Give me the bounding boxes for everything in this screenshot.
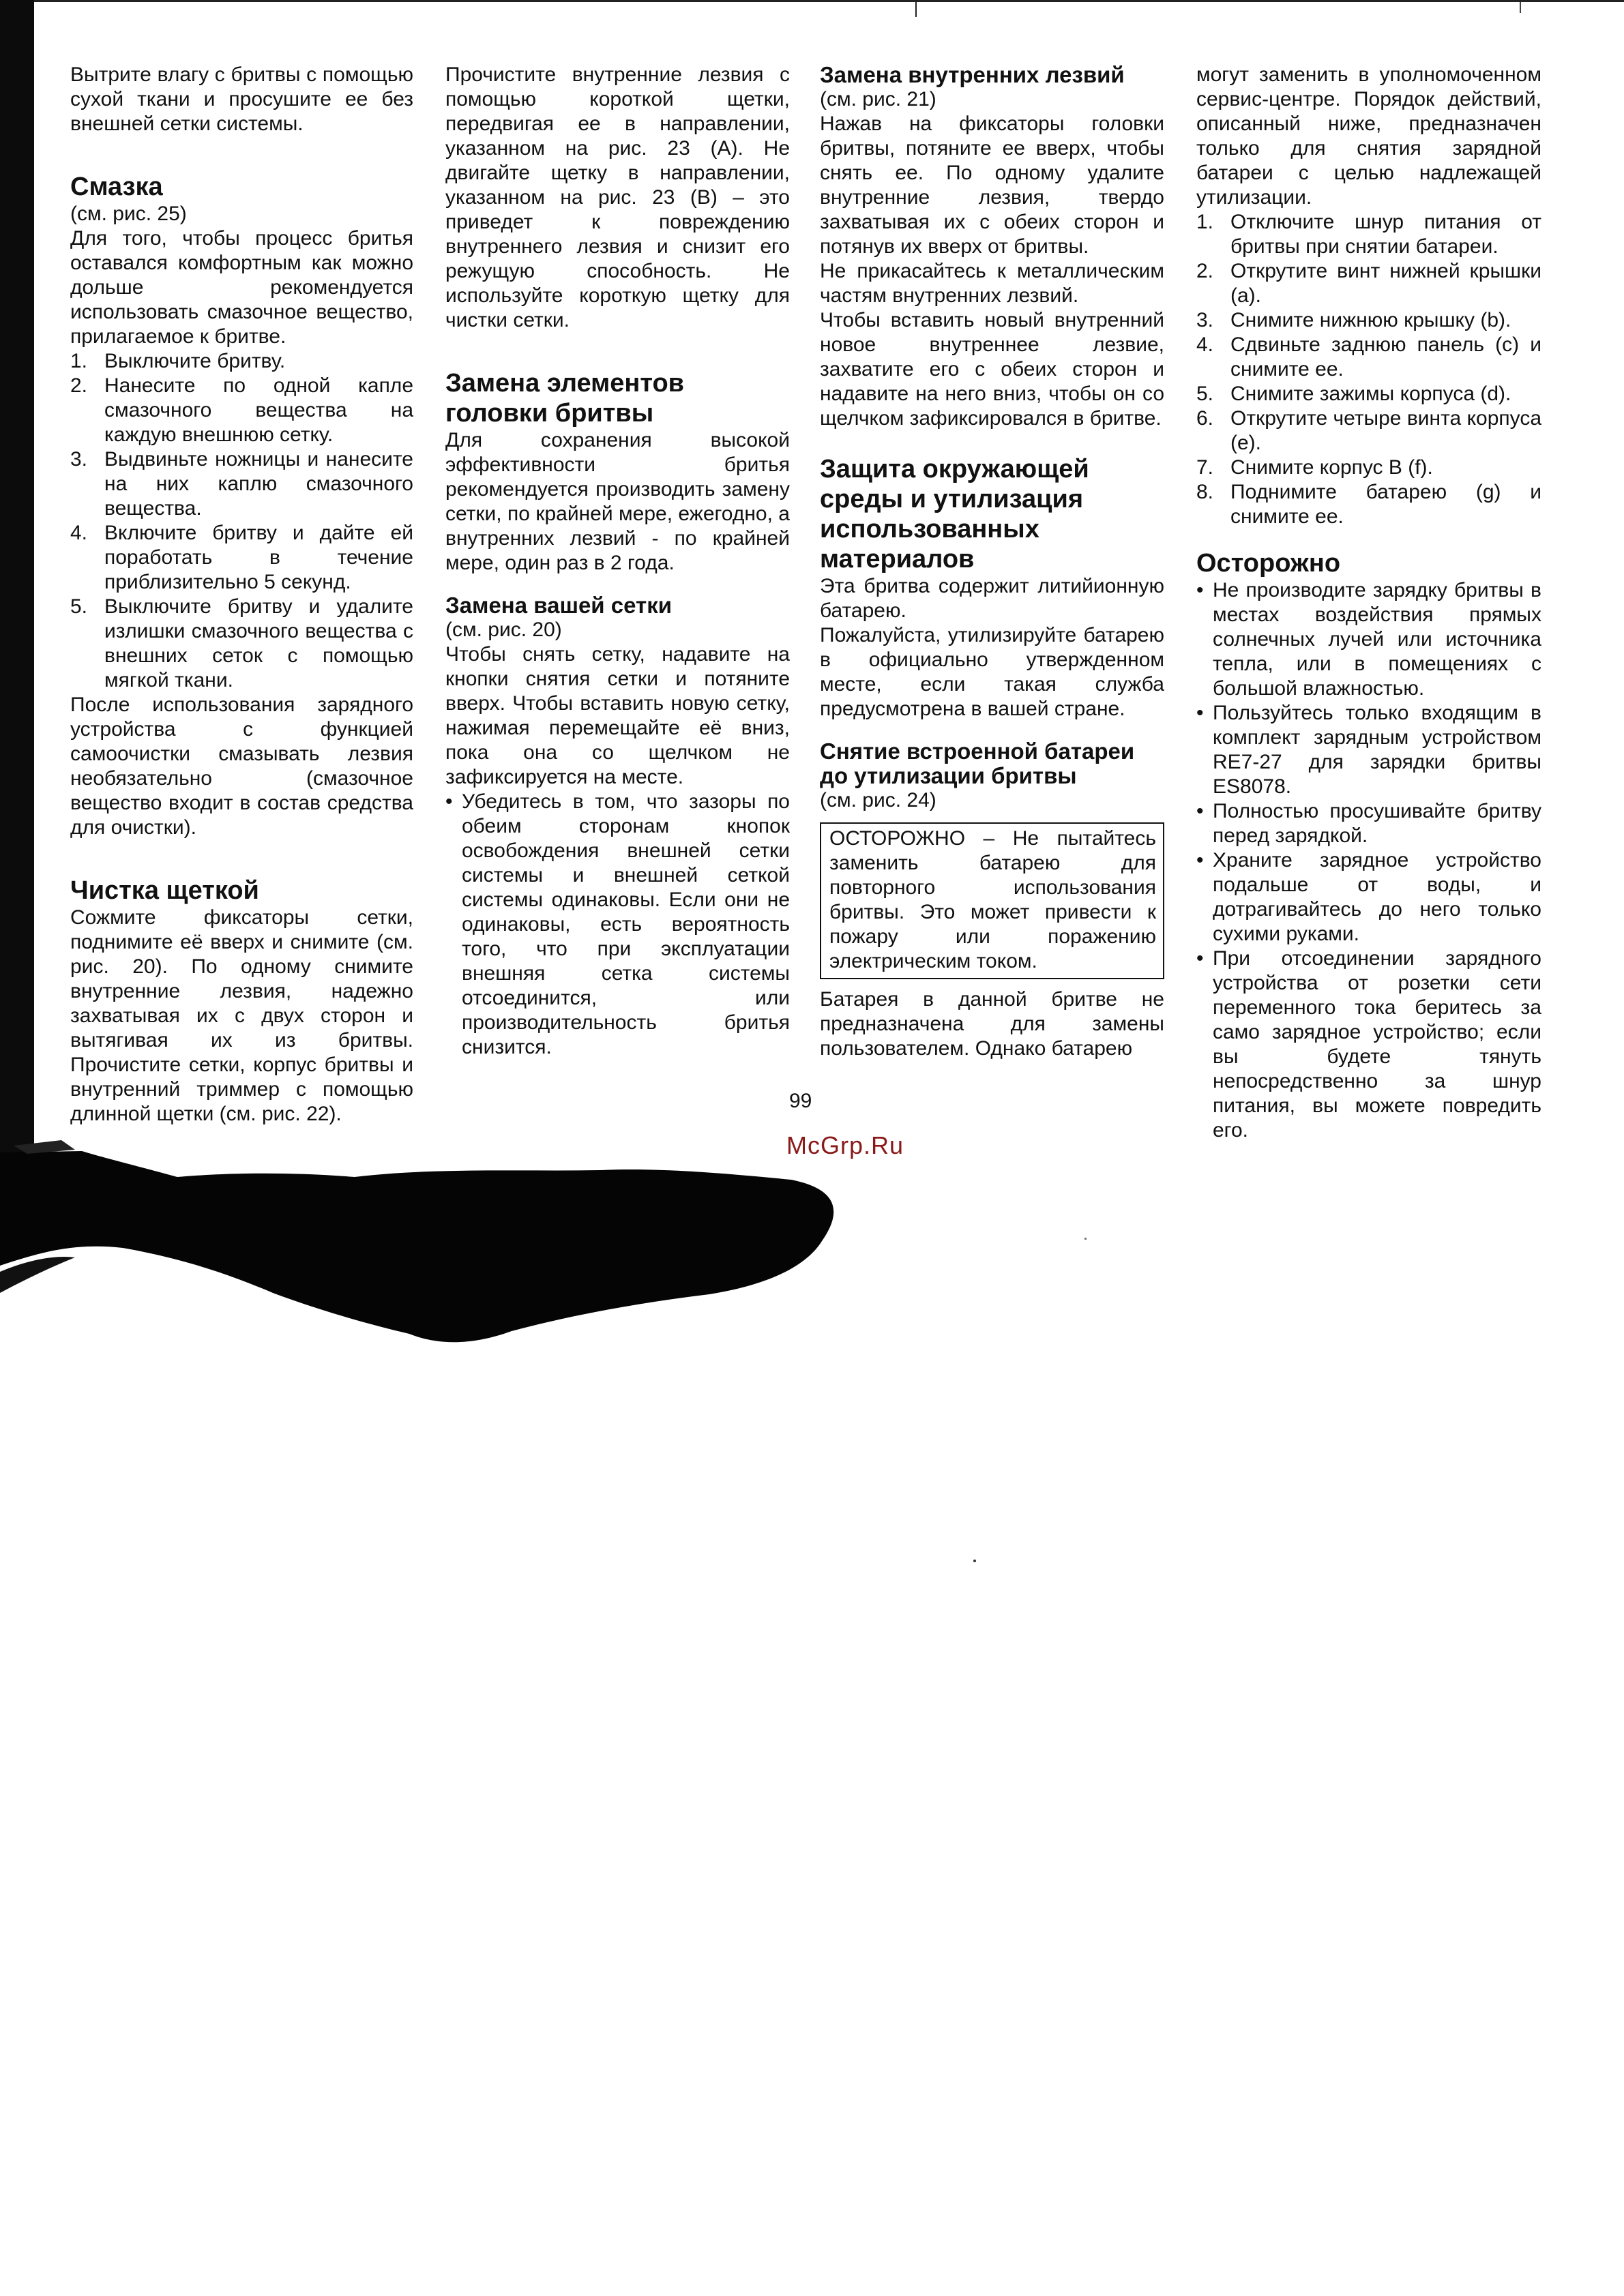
step-text: Снимите нижнюю крышку (b). (1230, 309, 1511, 331)
list-item (1196, 456, 1541, 480)
list-item (1196, 259, 1541, 308)
battery-figure-ref: (см. рис. 24) (820, 789, 936, 811)
foil-replacement-heading: Замена вашей сетки (445, 593, 672, 618)
step-text: Открутите четыре винта корпуса (e). (1230, 407, 1541, 454)
list-item (70, 374, 413, 447)
watermark-link[interactable]: McGrp.Ru (786, 1131, 904, 1159)
step-text: Поднимите батарею (g) и снимите ее. (1230, 481, 1541, 528)
scan-mark (915, 2, 917, 17)
battery-warning-box (820, 822, 1164, 979)
page-number: 99 (789, 1090, 812, 1112)
caution-list (1196, 578, 1541, 1143)
list-item (1196, 799, 1541, 848)
list-item (70, 447, 413, 521)
scan-speck (1084, 1238, 1087, 1240)
column-1 (70, 63, 413, 1127)
list-item (1196, 701, 1541, 799)
list-item (1196, 333, 1541, 382)
lubrication-text: Для того, чтобы процесс бритья оставался комфортным как можно дольше рекомендуется использовать смазочное вещество, прилагаемое к бритве. (70, 227, 413, 348)
bullet-icon: • (1196, 947, 1204, 970)
step-text: Выключите бритву и удалите излишки смазочного вещества с внешних сеток с помощью мягкой ткани. (104, 595, 413, 691)
step-number: 5. (1196, 383, 1214, 405)
column-4 (1196, 63, 1541, 1143)
bullet-icon: • (445, 790, 453, 813)
list-item (70, 521, 413, 595)
list-item (70, 349, 413, 374)
bullet-icon: • (1196, 849, 1204, 871)
step-number: 2. (1196, 260, 1214, 282)
battery-removal-heading: Снятие встроенной батареи до утилизации бритвы (820, 739, 1135, 788)
intro-text: Вытрите влагу с бритвы с помощью сухой ткани и просушите ее без внешней сетки системы. (70, 63, 413, 135)
battery-warning-text: ОСТОРОЖНО – Не пытайтесь заменить батарею для повторного использования бритвы. Это может привести к пожару или поражению электрическим током. (829, 827, 1156, 972)
list-item (1196, 406, 1541, 456)
list-item (1196, 210, 1541, 259)
inner-blade-warning: Не прикасайтесь к металлическим частям внутренних лезвий. (820, 260, 1164, 307)
environment-text-1: Эта бритва содержит литийионную батарею. (820, 575, 1164, 622)
list-item (1196, 946, 1541, 1143)
step-number: 5. (70, 595, 88, 618)
battery-text-continued: могут заменить в уполномоченном сервис-центре. Порядок действий, описанный ниже, предназначен только для снятия зарядной батареи с целью надлежащей утилизации. (1196, 63, 1541, 209)
step-text: Открутите винт нижней крышки (a). (1230, 260, 1541, 307)
brush-cleaning-text: Сожмите фиксаторы сетки, поднимите её вверх и снимите (см. рис. 20). По одному снимите внутренние лезвия, надежно захватывая их с двух сторон и вытягивая их из бритвы. Прочистите сетки, корпус бритвы и внутренний триммер с помощью длинной щетки (см. рис. 22). (70, 906, 413, 1125)
inner-blade-figure-ref: (см. рис. 21) (820, 88, 936, 110)
lubrication-steps (70, 349, 413, 693)
scan-shadow-artifact (0, 1132, 853, 1357)
lubrication-heading: Смазка (70, 173, 163, 201)
step-number: 3. (1196, 309, 1214, 331)
foil-replacement-text: Чтобы снять сетку, надавите на кнопки снятия сетки и потяните вверх. Чтобы вставить новую сетку, нажимая перемещайте её вниз, пока она со щелчком не зафиксируется на месте. (445, 643, 790, 788)
step-text: Снимите зажимы корпуса (d). (1230, 383, 1511, 405)
caution-text: Пользуйтесь только входящим в комплект зарядным устройством RE7-27 для зарядки бритвы ES8078. (1213, 702, 1541, 798)
environment-text-2: Пожалуйста, утилизируйте батарею в официально утвержденном месте, если такая служба предусмотрена в вашей стране. (820, 624, 1164, 720)
caution-text: Храните зарядное устройство подальше от воды, и дотрагивайтесь до него только сухими руками. (1213, 849, 1541, 945)
list-item (70, 595, 413, 693)
step-text: Выключите бритву. (104, 350, 286, 372)
caution-text: Не производите зарядку бритвы в местах воздействия прямых солнечных лучей или источника тепла, или в помещениях с большой влажностью. (1213, 579, 1541, 700)
scan-top-edge (0, 0, 1624, 2)
foil-notes (445, 790, 790, 1060)
list-item (1196, 480, 1541, 529)
list-item (1196, 578, 1541, 701)
step-number: 4. (70, 522, 88, 544)
caution-heading: Осторожно (1196, 549, 1341, 578)
step-number: 4. (1196, 333, 1214, 356)
bullet-icon: • (1196, 800, 1204, 822)
step-text: Сдвиньте заднюю панель (c) и снимите ее. (1230, 333, 1541, 381)
brush-cleaning-heading: Чистка щеткой (70, 876, 259, 905)
inner-blade-insert-text: Чтобы вставить новый внутренний новое внутреннее лезвие, захватите его с обеих сторон и надавите на него вниз, чтобы он со щелчком зафиксировался в бритве. (820, 309, 1164, 430)
note-text: Убедитесь в том, что зазоры по обеим сторонам кнопок освобождения внешней сетки системы и внешней сеткой системы одинаковы. Если они не одинаковы, есть вероятность того, что при эксплуатации внешняя сетка системы отсоединится, или производительность бритья снизится. (462, 790, 790, 1058)
step-number: 6. (1196, 407, 1214, 430)
scan-mark (1520, 2, 1521, 13)
column-3 (820, 63, 1164, 1061)
step-text: Нанесите по одной капле смазочного вещества на каждую внешнюю сетку. (104, 374, 413, 446)
step-text: Снимите корпус B (f). (1230, 456, 1433, 479)
step-number: 3. (70, 448, 88, 471)
environment-heading: Защита окружающей среды и утилизация использованных материалов (820, 455, 1089, 573)
lubrication-note: После использования зарядного устройства с функцией самоочистки смазывать лезвия необязательно (смазочное вещество входит в состав средства для очистки). (70, 694, 413, 839)
step-number: 7. (1196, 456, 1214, 479)
bullet-icon: • (1196, 579, 1204, 601)
step-number: 8. (1196, 481, 1214, 503)
step-text: Включите бритву и дайте ей поработать в течение приблизительно 5 секунд. (104, 522, 413, 593)
step-number: 1. (1196, 211, 1214, 233)
column-2 (445, 63, 790, 1060)
list-item (445, 790, 790, 1060)
step-number: 2. (70, 374, 88, 397)
scan-left-edge (0, 0, 34, 1152)
list-item (1196, 382, 1541, 406)
bullet-icon: • (1196, 702, 1204, 724)
brush-cleaning-continued: Прочистите внутренние лезвия с помощью короткой щетки, передвигая ее в направлении, указанном на рис. 23 (A). Не двигайте щетку в направлении, указанном на рис. 23 (B) – это приведет к повреждению внутреннего лезвия и снизит его режущую способность. Не используйте короткую щетку для чистки сетки. (445, 63, 790, 331)
battery-removal-steps (1196, 210, 1541, 529)
step-number: 1. (70, 350, 88, 372)
step-text: Отключите шнур питания от бритвы при снятии батареи. (1230, 211, 1541, 258)
scan-speck (973, 1560, 976, 1562)
caution-text: При отсоединении зарядного устройства от розетки сети переменного тока беритесь за само зарядное устройство; если вы будете тянуть непосредственно за шнур питания, вы можете повредить его. (1213, 947, 1541, 1142)
list-item (1196, 308, 1541, 333)
head-replacement-heading: Замена элементов головки бритвы (445, 369, 685, 428)
caution-text: Полностью просушивайте бритву перед зарядкой. (1213, 800, 1541, 847)
step-text: Выдвиньте ножницы и нанесите на них каплю смазочного вещества. (104, 448, 413, 520)
battery-text: Батарея в данной бритве не предназначена для замены пользователем. Однако батарею (820, 988, 1164, 1060)
inner-blade-heading: Замена внутренних лезвий (820, 62, 1125, 87)
head-replacement-text: Для сохранения высокой эффективности бритья рекомендуется производить замену сетки, по крайней мере, ежегодно, а внутренних лезвий - по крайней мере, один раз в 2 года. (445, 429, 790, 574)
lubrication-figure-ref: (см. рис. 25) (70, 203, 187, 225)
foil-figure-ref: (см. рис. 20) (445, 618, 562, 641)
list-item (1196, 848, 1541, 946)
inner-blade-text: Нажав на фиксаторы головки бритвы, потяните ее вверх, чтобы снять ее. По одному удалите внутренние лезвия, твердо захватывая их с обеих сторон и потянув их вверх от бритвы. (820, 113, 1164, 258)
